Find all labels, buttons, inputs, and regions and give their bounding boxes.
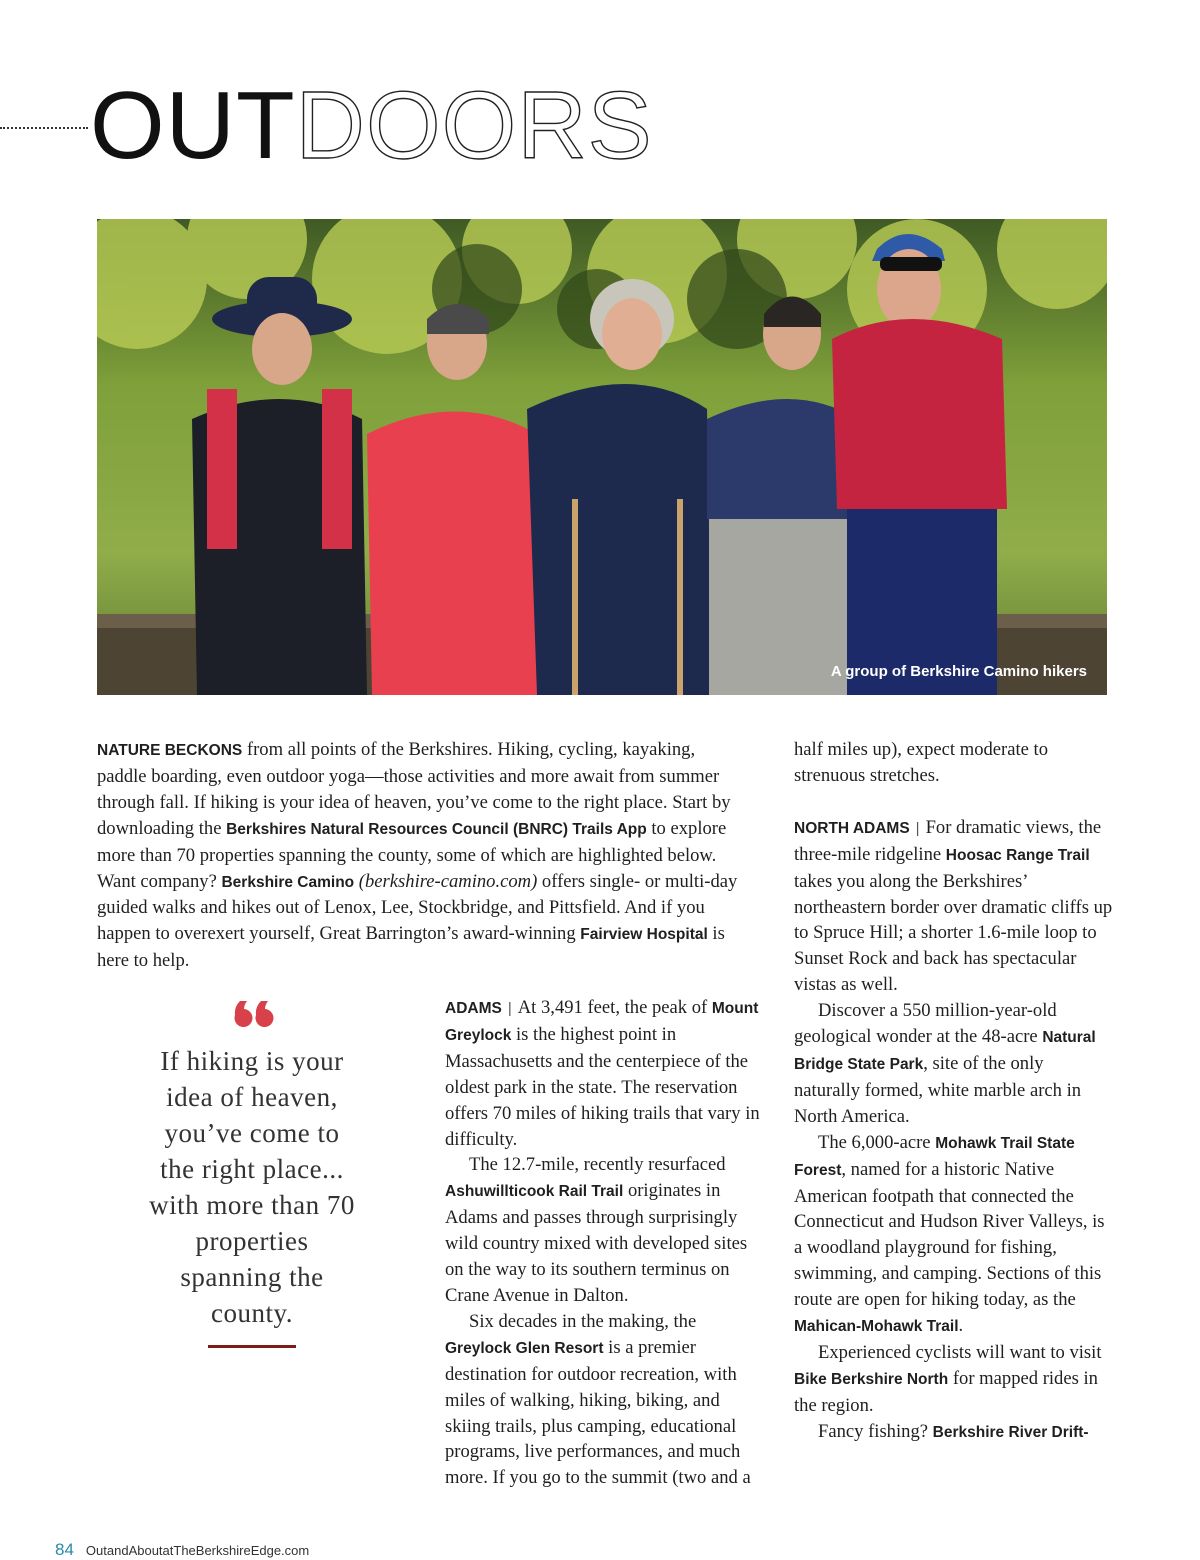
na-p2-text-a: Discover a 550 million-year-old geological wonder at the 48-acre xyxy=(794,1000,1057,1048)
title-outline-part: DOORS xyxy=(295,72,653,179)
na-p4-text-b: for mapped rides in the region. xyxy=(794,1367,1098,1416)
title-solid-part: OUT xyxy=(90,72,296,179)
na-p3-text-a: The 6,000-acre xyxy=(818,1131,936,1153)
page-footer xyxy=(55,1540,309,1560)
pull-quote-text: If hiking is your idea of heaven, you’ve come to the right place... with more than 70 properties spanning the county. xyxy=(149,1046,355,1328)
greylock-glen-name: Greylock Glen Resort xyxy=(445,1339,604,1357)
natural-bridge-park-name: Natural Bridge State Park xyxy=(794,1029,1096,1073)
adams-section xyxy=(445,995,760,1491)
berkshire-river-drift-name: Berkshire River Drift- xyxy=(932,1423,1089,1441)
bnrc-app-name: Berkshires Natural Resources Council (BNRC) Trails App xyxy=(226,820,647,838)
na-p5-text-a: Fancy fishing? xyxy=(818,1420,933,1442)
adams-heading: ADAMS xyxy=(445,1000,502,1017)
na-p3-text-b: , named for a historic Native American footpath that connected the Connecticut and Hudson River Valleys, is a woodland playground for fishing, swimming, and camping. Sections of this route are open for hiking today, as the xyxy=(794,1158,1105,1311)
intro-text-3: offers single- or multi-day guided walks and hikes out of Lenox, Lee, Stockbridge, and Pittsfield. And if you happen to overexert yourself, Great Barrington’s award-winning xyxy=(97,870,738,945)
hoosac-range-trail-name: Hoosac Range Trail xyxy=(945,846,1090,864)
north-adams-heading: NORTH ADAMS xyxy=(794,819,910,837)
mohawk-trail-forest-name: Mohawk Trail State Forest xyxy=(794,1134,1075,1179)
footer-site: OutandAboutatTheBerkshireEdge.com xyxy=(85,1543,310,1558)
mount-greylock-name: Mount Greylock xyxy=(445,1000,759,1044)
quote-mark-icon xyxy=(230,995,274,1029)
intro-text-2: to explore more than 70 properties spanning the county, some of which are highlighted below. Want company? xyxy=(97,817,727,892)
title-dotted-rule xyxy=(0,127,88,129)
heading-separator: | xyxy=(915,819,920,837)
intro-text-1: from all points of the Berkshires. Hiking, cycling, kayaking, paddle boarding, even outdoor yoga—those activities and more await from summer through fall. If hiking is your idea of heaven, you’ve come to the right place. Start by downloading the xyxy=(97,739,731,839)
adams-p1-text-b: is the highest point in Massachusetts and the centerpiece of the oldest park in the state. The reservation offers 70 miles of hiking trails that vary in difficulty. xyxy=(445,1023,760,1150)
adams-p2-text-a: The 12.7-mile, recently resurfaced xyxy=(469,1154,726,1176)
berkshire-camino-name: Berkshire Camino xyxy=(221,873,355,891)
heading-separator: | xyxy=(507,1000,512,1017)
na-p1-text-a: For dramatic views, the three-mile ridgeline xyxy=(794,816,1102,865)
photo-caption: A group of Berkshire Camino hikers xyxy=(830,663,1087,680)
na-p4-text-a: Experienced cyclists will want to visit xyxy=(818,1341,1102,1363)
intro-paragraph xyxy=(97,737,749,974)
hikers-illustration xyxy=(97,219,1107,695)
ashuwillticook-trail-name: Ashuwillticook Rail Trail xyxy=(445,1183,624,1201)
adams-p3-text-b: is a premier destination for outdoor recreation, with miles of walking, hiking, biking, and skiing trails, plus camping, educational programs, live performances, and much more. If you go to the summit (two and a xyxy=(445,1336,751,1489)
na-p3-text-c: . xyxy=(958,1315,964,1337)
na-p1-text-b: takes you along the Berkshires’ northeastern border over dramatic cliffs up to Spruce Hill; a shorter 1.6-mile loop to Sunset Rock and back has spectacular vistas as well. xyxy=(794,870,1113,996)
intro-text-4: is here to help. xyxy=(97,923,725,972)
adams-p2-text-b: originates in Adams and passes through surprisingly wild country mixed with developed sites on the way to its southern terminus on Crane Avenue in Dalton. xyxy=(445,1180,748,1306)
adams-continuation: half miles up), expect moderate to strenuous stretches. xyxy=(794,739,1049,786)
north-adams-section xyxy=(794,737,1114,1446)
na-p2-text-b: , site of the only naturally formed, white marble arch in North America. xyxy=(794,1052,1082,1127)
pull-quote-rule xyxy=(208,1345,296,1348)
adams-p3-text-a: Six decades in the making, the xyxy=(469,1310,697,1332)
mahican-mohawk-trail-name: Mahican-Mohawk Trail xyxy=(794,1318,959,1336)
camino-url: (berkshire-camino.com) xyxy=(354,870,538,892)
hikers-photo xyxy=(97,219,1107,695)
page-number: 84 xyxy=(55,1540,74,1559)
bike-berkshire-north-name: Bike Berkshire North xyxy=(794,1370,949,1388)
fairview-hospital-name: Fairview Hospital xyxy=(580,926,708,944)
section-title xyxy=(90,72,653,179)
adams-p1-text-a: At 3,491 feet, the peak of xyxy=(517,997,712,1018)
section-gap xyxy=(794,789,1114,815)
pull-quote xyxy=(147,995,357,1348)
intro-lead: NATURE BECKONS xyxy=(97,742,243,759)
